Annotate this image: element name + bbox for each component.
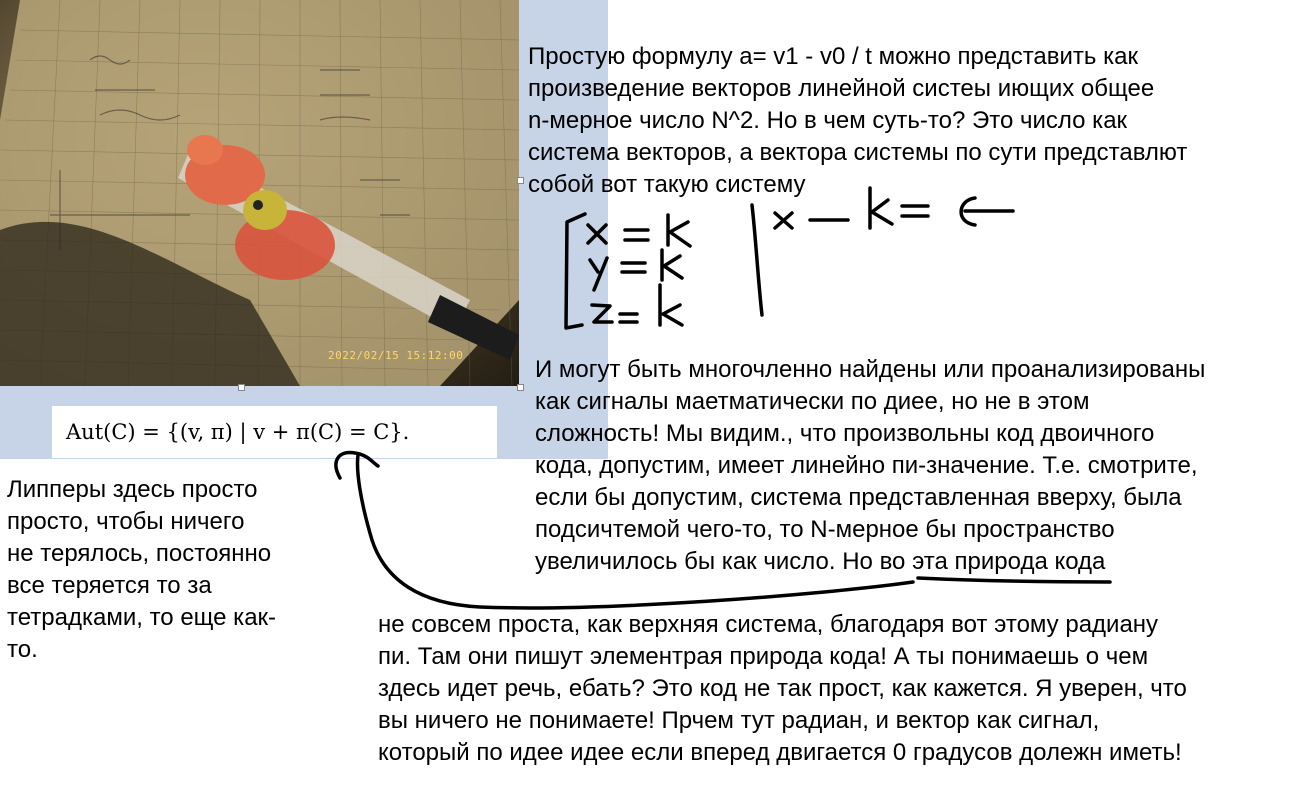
resize-handle-corner[interactable] bbox=[517, 384, 524, 391]
text-block-top: Простую формулу а= v1 - v0 / t можно представить как произведение векторов линейной систеы иющих общее n-мерное число N^2. Но в чем суть-то? Это число как система векторов, а вектора системы по сути представлют собой вот такую систему bbox=[528, 43, 1188, 198]
text-block-middle: И могут быть многочленно найдены или проанализированы как сигналы маетматически по диее, но не в этом сложность! Мы видим., что произвольны код двоичного кода, допустим, имеет линейно пи-значение. Т.е. смотрите, если бы допустим, система представленная вверху, была подсичтемой чего-то, то N-мерное бы пространство увеличилось бы как число. Но во эта природа кода bbox=[535, 356, 1206, 575]
date-stamp: 2022/02/15 15:12:00 bbox=[328, 349, 464, 362]
resize-handle-bottom[interactable] bbox=[238, 384, 245, 391]
text-block-left: Липперы здесь просто просто, чтобы ничего не терялось, постоянно все теряется то за тетрадками, то еще как- то. bbox=[7, 476, 277, 663]
notebook-photo bbox=[0, 0, 519, 386]
formula-text: Aut(C) = {(v, π) | v + π(C) = C}. bbox=[66, 420, 410, 444]
text-block-bottom: не совсем проста, как верхняя система, благодаря вот этому радиану пи. Там они пишут элементрая природа кода! А ты понимаешь о чем здесь идет речь, ебать? Это код не так прост, как кажется. Я уверен, что вы ничего не понимаете! Прчем тут радиан, и вектор как сигнал, который по идее идее если вперед двигается 0 градусов долежн иметь! bbox=[378, 611, 1187, 766]
system-divider bbox=[752, 205, 762, 315]
resize-handle-right[interactable] bbox=[517, 177, 524, 184]
formula-image bbox=[52, 406, 497, 458]
